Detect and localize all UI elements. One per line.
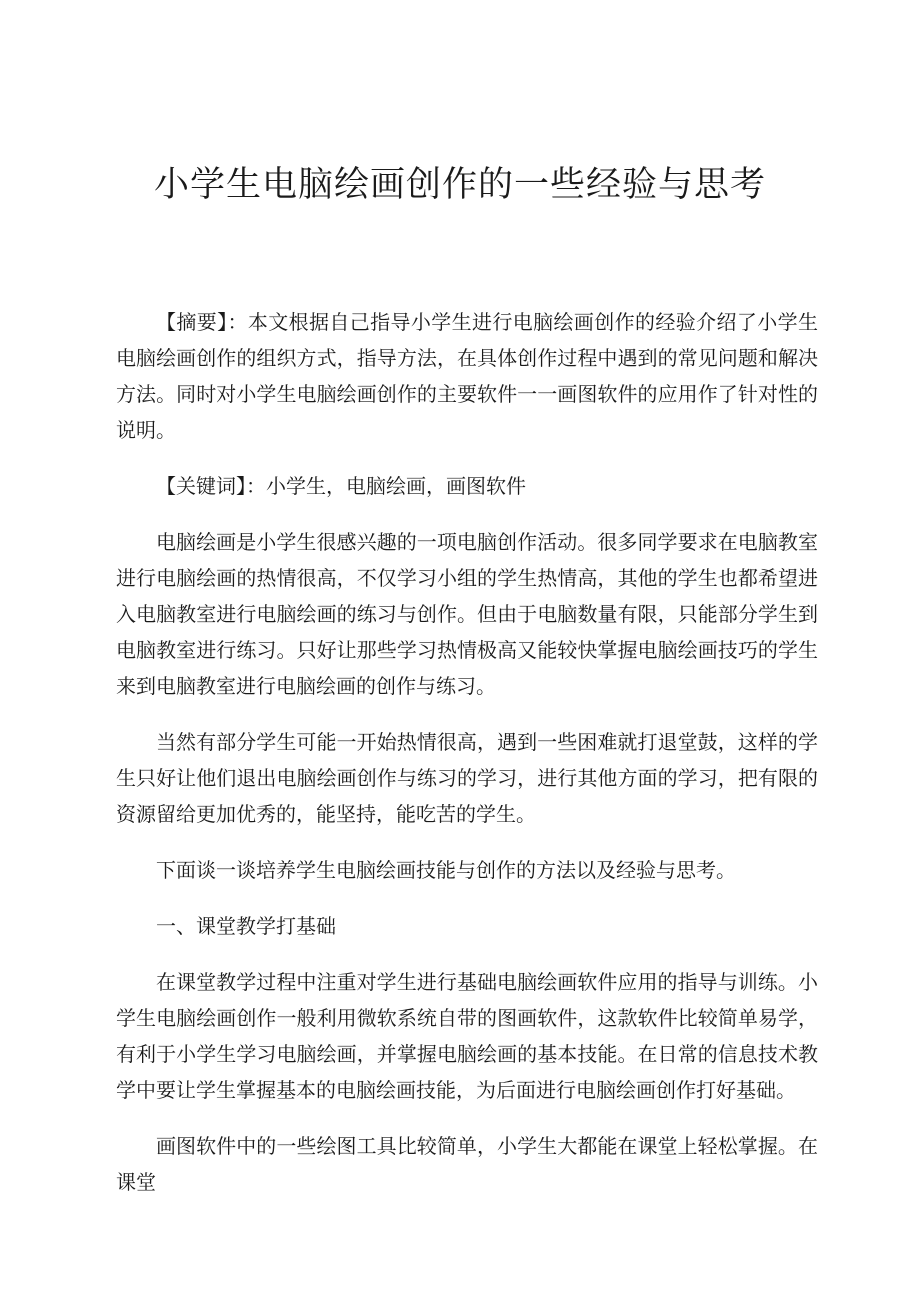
body-paragraph: 在课堂教学过程中注重对学生进行基础电脑绘画软件应用的指导与训练。小学生电脑绘画创作一般利用微软系统自带的图画软件，这款软件比较简单易学，有利于小学生学习电脑绘画，并掌握电脑绘画的基本技能。在日常的信息技术教学中要让学生掌握基本的电脑绘画技能，为后面进行电脑绘画创作打好基础。: [116, 970, 818, 1102]
body-paragraph: 画图软件中的一些绘图工具比较简单，小学生大都能在课堂上轻松掌握。在课堂: [116, 1134, 818, 1194]
abstract-label: 【摘要】：: [156, 310, 248, 334]
section-heading: 一、课堂教学打基础: [156, 914, 336, 938]
body-paragraph: 下面谈一谈培养学生电脑绘画技能与创作的方法以及经验与思考。: [156, 858, 736, 882]
document-title: 小学生电脑绘画创作的一些经验与思考: [153, 165, 766, 205]
keywords-paragraph: [116, 468, 818, 504]
keywords-text: 小学生，电脑绘画，画图软件: [266, 474, 526, 498]
document-body: [116, 304, 818, 1200]
keywords-label: 【关键词】：: [156, 474, 266, 498]
abstract-text: 本文根据自己指导小学生进行电脑绘画创作的经验介绍了小学生电脑绘画创作的组织方式，指导方法，在具体创作过程中遇到的常见问题和解决方法。同时对小学生电脑绘画创作的主要软件一一画图软件的应用作了针对性的说明。: [116, 310, 818, 442]
abstract-paragraph: [116, 304, 818, 448]
body-paragraph: 电脑绘画是小学生很感兴趣的一项电脑创作活动。很多同学要求在电脑教室进行电脑绘画的热情很高，不仅学习小组的学生热情高，其他的学生也都希望进入电脑教室进行电脑绘画的练习与创作。但由于电脑数量有限，只能部分学生到电脑教室进行练习。只好让那些学习热情极高又能较快掌握电脑绘画技巧的学生来到电脑教室进行电脑绘画的创作与练习。: [116, 530, 818, 698]
body-paragraph: 当然有部分学生可能一开始热情很高，遇到一些困难就打退堂鼓，这样的学生只好让他们退出电脑绘画创作与练习的学习，进行其他方面的学习，把有限的资源留给更加优秀的，能坚持，能吃苦的学生。: [116, 730, 818, 826]
